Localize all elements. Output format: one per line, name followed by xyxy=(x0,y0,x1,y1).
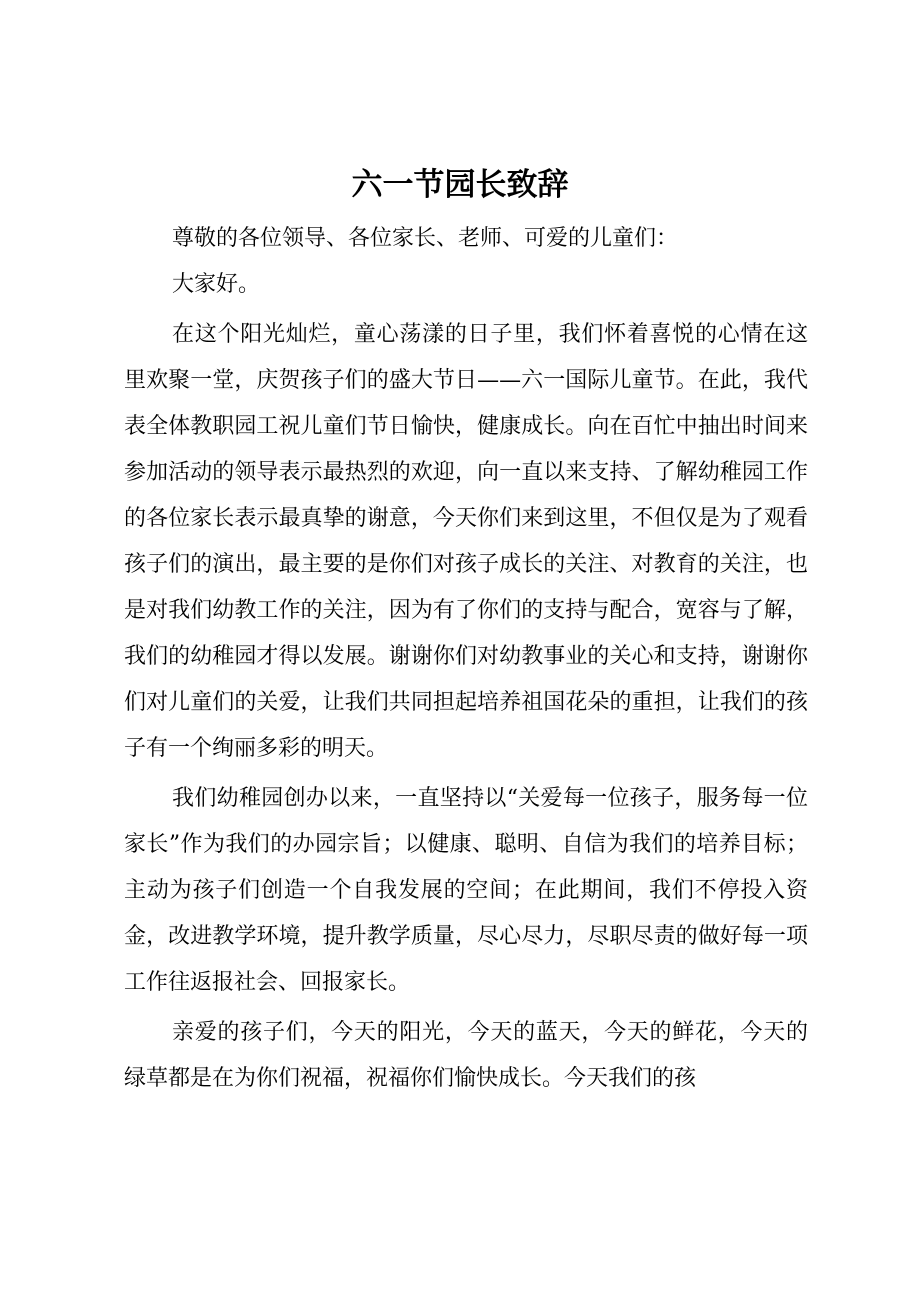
body-paragraph-mission: 我们幼稚园创办以来，一直坚持以“关爱每一位孩子，服务每一位家长”作为我们的办园宗旨；以健康、聪明、自信为我们的培养目标；主动为孩子们创造一个自我发展的空间；在此期间，我们不停投入资金，改进教学环境，提升教学质量，尽心尽力，尽职尽责的做好每一项工作往返报社会、回报家长。 xyxy=(124,786,808,995)
document-title: 六一节园长致辞 xyxy=(351,167,569,203)
document-body xyxy=(124,216,808,1102)
body-paragraph-children: 亲爱的孩子们，今天的阳光，今天的蓝天，今天的鲜花，今天的绿草都是在为你们祝福，祝福你们愉快成长。今天我们的孩 xyxy=(124,1020,808,1091)
salutation-paragraph: 尊敬的各位领导、各位家长、老师、可爱的儿童们： xyxy=(172,226,679,251)
greeting-paragraph: 大家好。 xyxy=(172,272,261,297)
body-paragraph-welcome: 在这个阳光灿烂，童心荡漾的日子里，我们怀着喜悦的心情在这里欢聚一堂，庆贺孩子们的盛大节日——六一国际儿童节。在此，我代表全体教职园工祝儿童们节日愉快，健康成长。向在百忙中抽出时间来参加活动的领导表示最热烈的欢迎，向一直以来支持、了解幼稚园工作的各位家长表示最真挚的谢意，今天你们来到这里，不但仅是为了观看孩子们的演出，最主要的是你们对孩子成长的关注、对教育的关注，也是对我们幼教工作的关注，因为有了你们的支持与配合，宽容与了解，我们的幼稚园才得以发展。谢谢你们对幼教事业的关心和支持，谢谢你们对儿童们的关爱，让我们共同担起培养祖国花朵的重担，让我们的孩子有一个绚丽多彩的明天。 xyxy=(124,322,808,761)
